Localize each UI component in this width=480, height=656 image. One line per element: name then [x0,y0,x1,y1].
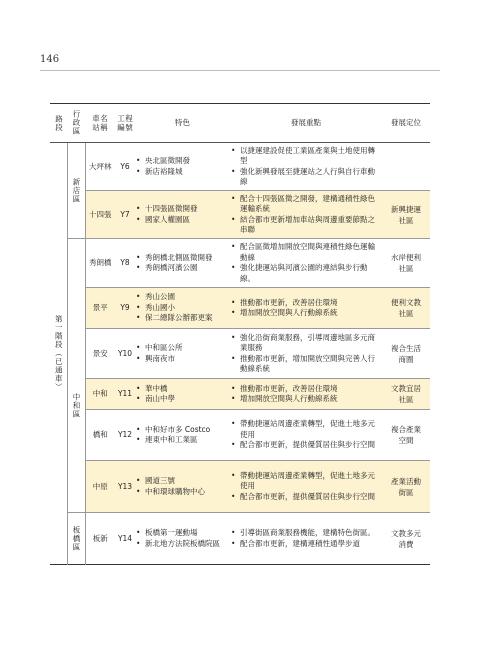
header-district: 行政區 [67,104,85,143]
station-name: 中原 [85,461,115,513]
features-cell: • 板橋第一運動場 • 新北地方法院板橋院區 [135,513,230,565]
focus-cell: • 配合十四張區徵之開發，建構通積性綠色運輸系統 • 結合都市更新增加車站與周邊重要節點之串聯 [230,191,382,239]
station-code: Y11 [115,379,135,410]
station-development-table [50,103,430,565]
positioning-cell: 產業活動 街區 [382,461,430,513]
features-cell: • 中和好市多 Costco • 連東中和工業區 [135,410,230,461]
features-cell: • 秀朗橋北側區徵開發 • 秀朗橋河濱公園 [135,239,230,288]
table-row [50,239,430,288]
station-name: 大坪林 [89,161,112,171]
district-banqiao: 板橋區 [67,513,85,565]
positioning-cell [382,143,430,191]
page-number: 146 [40,54,60,65]
station-name: 秀朗橋 [89,258,112,267]
focus-cell: • 帶動捷運站周邊產業轉型，促進土地多元使用 • 配合都市更新，提供優質居住與步行空間 [230,461,382,513]
header-phase: 路段 [50,104,67,143]
table-row [50,191,430,239]
table-row [50,410,430,461]
features-cell: • 華中橋 • 南山中學 [135,379,230,410]
positioning-cell: 新興捷運 社區 [382,191,430,239]
focus-cell: • 推動都市更新，改善居住環境 • 增加開放空間與人行動線系統 [230,288,382,329]
features-cell: • 十四張區徵開發 • 國家人權園區 [135,191,230,239]
positioning-cell: 文教多元 消費 [391,528,421,549]
table-row [50,379,430,410]
table-row [50,143,430,191]
station-code: Y10 [117,348,133,358]
focus-cell: • 帶動捷運站周邊產業轉型，促進土地多元使用 • 配合都市更新，提供優質居住與步行空間 [230,410,382,461]
phase-cell: 第一階段（已通車） [50,143,67,565]
positioning-cell: 文教宜居 社區 [382,379,430,410]
features-cell: • 國道三號 • 中和環球購物中心 [135,461,230,513]
focus-cell: • 推動都市更新，改善居住環境 • 增加開放空間與人行動線系統 [230,379,382,410]
table-header-row [50,104,430,143]
positioning-cell: 複合產業 空間 [391,425,421,445]
positioning-cell: 複合生活 商圈 [391,343,421,364]
station-code: Y9 [115,288,135,329]
station-name: 橋和 [92,430,108,439]
station-code: Y6 [120,161,130,171]
focus-cell: • 引導街區商業服務機能，建構特色街區。 • 配合都市更新，建構連積性通學步道 [230,513,382,565]
station-code: Y8 [120,258,130,267]
positioning-cell: 便利文教 社區 [382,288,430,329]
table-row [50,461,430,513]
focus-cell: • 以捷運建設促使工業區產業與土地使用轉型 • 強化新興發展至捷運站之人行與自行車動線 [230,143,382,191]
station-code: Y12 [117,430,133,439]
features-cell: • 央北區徵開發 • 新店裕隆城 [135,143,230,191]
table-row [50,513,430,565]
station-code: Y14 [117,533,133,543]
station-code: Y13 [115,461,135,513]
table-row [50,329,430,379]
focus-cell: • 配合區徵增加開放空間與連積性綠色運輸動線 • 強化捷運站與河濱公園的連結與步行動線。 [230,239,382,288]
header-focus: 發展重點 [230,104,382,143]
station-name: 景安 [92,348,108,358]
station-name: 板新 [92,533,108,543]
features-cell: • 秀山公園 • 秀山國小 • 保二總隊公辦都更案 [135,288,230,329]
positioning-cell: 水岸便利 社區 [391,253,421,273]
header-rule [40,70,440,71]
district-xindian: 新店區 [67,143,85,239]
header-station: 車 站 名 稱 [85,104,115,143]
header-positioning: 發展定位 [382,104,430,143]
focus-cell: • 強化沿街商業服務，引導周邊地區多元商業服務 • 推動都市更新，增加開放空間與完善人行動線系統 [230,329,382,379]
features-cell: • 中和區公所 • 興南夜市 [135,329,230,379]
table-row [50,288,430,329]
district-zhonghe: 中和區 [67,239,85,513]
station-code: Y7 [115,191,135,239]
station-name: 十四張 [85,191,115,239]
header-features: 特色 [135,104,230,143]
header-code: 工 編 程 號 [115,104,135,143]
station-name: 中和 [85,379,115,410]
station-name: 景平 [85,288,115,329]
